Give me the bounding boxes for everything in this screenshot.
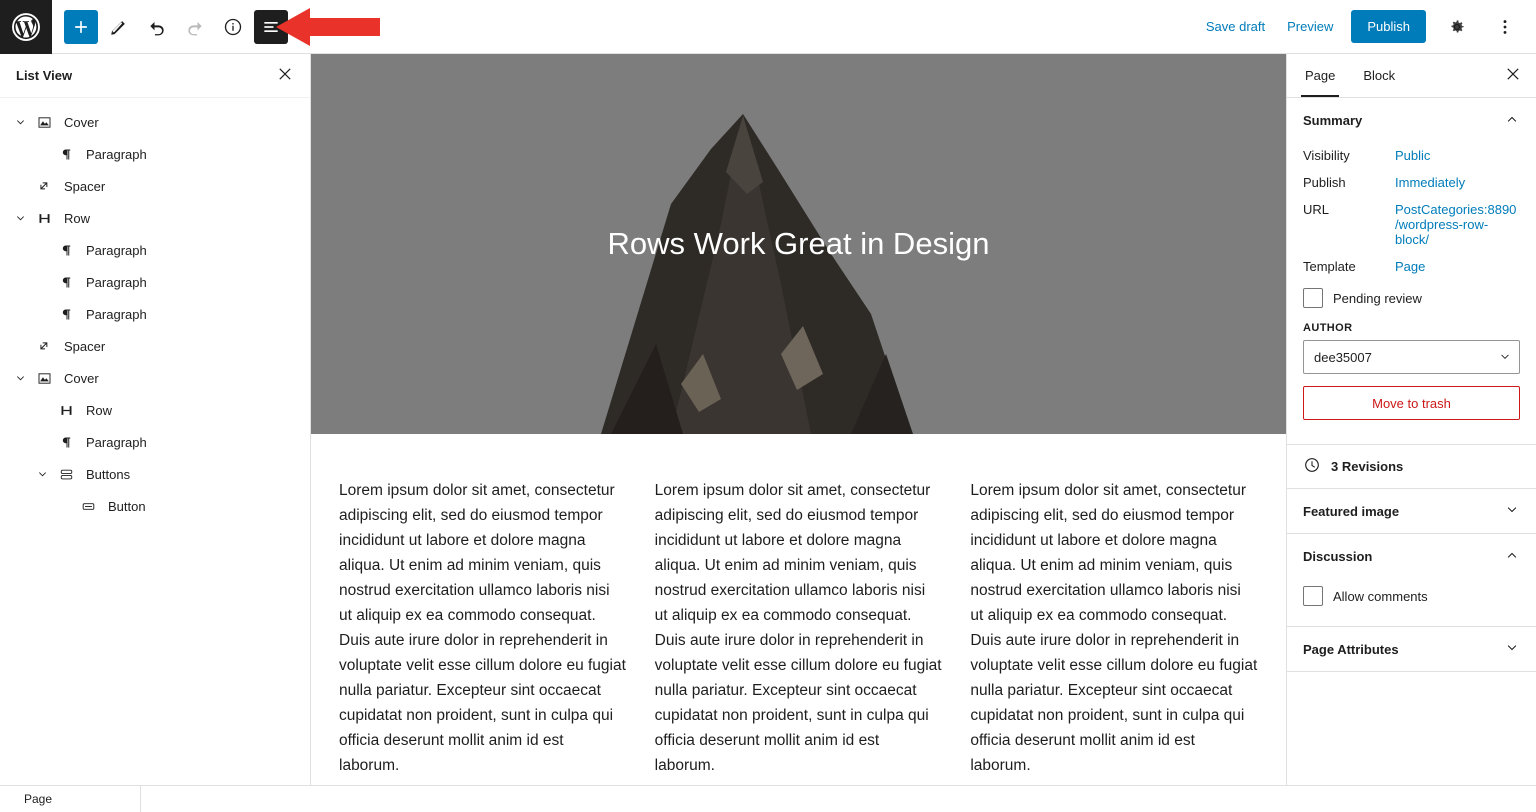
annotation-arrow-icon [276,8,380,51]
paragraph-block-icon [54,243,78,258]
list-view-item[interactable] [0,330,310,362]
paragraph-block-icon [54,435,78,450]
summary-rows [1303,142,1520,444]
chevron-down-icon[interactable] [8,372,32,385]
list-view-item[interactable] [0,170,310,202]
three-dots-vertical-icon[interactable] [1488,10,1522,44]
publish-button[interactable]: Publish [1351,10,1426,43]
summary-section-header[interactable] [1303,98,1520,142]
editor-bottom-bar [0,785,1536,811]
chevron-down-icon [1504,640,1520,659]
sidebar-tabs [1287,54,1536,98]
allow-comments-row[interactable] [1303,578,1520,616]
summary-title: Summary [1303,112,1363,128]
discussion-section [1287,534,1536,627]
list-view-block-list [0,98,310,530]
editor-top-bar [0,0,1536,54]
discussion-label: Discussion [1303,548,1373,564]
list-view-item[interactable] [0,490,310,522]
close-icon[interactable] [1494,54,1532,97]
template-row [1303,253,1520,280]
close-icon[interactable] [272,61,298,90]
discussion-rows [1303,578,1520,626]
info-circle-icon[interactable] [216,10,250,44]
row-block-icon [54,403,78,418]
list-view-item-label: Spacer [64,338,106,354]
paragraph-block-icon [54,307,78,322]
revisions-row[interactable] [1287,445,1536,489]
bottom-bar-divider [140,786,141,812]
list-view-item[interactable] [0,106,310,138]
visibility-value[interactable]: Public [1395,148,1431,163]
buttons-block-icon [54,467,78,482]
button-block-icon [76,499,100,514]
row-block-icon [32,211,56,226]
list-view-item-label: Cover [64,370,99,386]
wordpress-logo-icon[interactable] [0,0,52,54]
editor-canvas[interactable] [311,54,1286,785]
add-block-button[interactable] [64,10,98,44]
toolbar-right-actions [1202,10,1536,44]
url-label: URL [1303,202,1330,217]
summary-section [1287,98,1536,445]
preview-button[interactable]: Preview [1283,13,1337,40]
paragraph-block-icon [54,275,78,290]
author-label: AUTHOR [1303,322,1353,334]
list-view-item[interactable] [0,362,310,394]
list-view-item-label: Paragraph [86,274,147,290]
visibility-label: Visibility [1303,148,1350,163]
list-view-item-label: Buttons [86,466,131,482]
list-view-item-label: Spacer [64,178,106,194]
url-value[interactable]: PostCategories:8890/wordpress-row-block/ [1395,202,1517,247]
tab-page[interactable]: Page [1291,54,1349,97]
list-view-item-label: Button [108,498,146,514]
allow-comments-label: Allow comments [1333,588,1428,604]
list-view-item[interactable] [0,458,310,490]
row-block-columns [311,434,1286,778]
list-view-item-label: Cover [64,114,99,130]
edit-tool-button[interactable] [102,10,136,44]
chevron-down-icon[interactable] [8,116,32,129]
list-view-item[interactable] [0,394,310,426]
paragraph-block[interactable]: Lorem ipsum dolor sit amet, consectetur adipiscing elit, sed do eiusmod tempor incididunt ut labore et dolore magna aliqua. Ut enim ad minim veniam, quis nostrud exercitation ullamco laboris nisi ut aliquip ex ea commodo consequat. Duis aute irure dolor in reprehenderit in voluptate velit esse cillum dolore eu fugiat nulla pariatur. Excepteur sint occaecat cupidatat non proident, sunt in culpa qui officia deserunt mollit anim id est laborum. [970,482,1258,774]
list-view-item[interactable] [0,298,310,330]
paragraph-block[interactable]: Lorem ipsum dolor sit amet, consectetur adipiscing elit, sed do eiusmod tempor incididunt ut labore et dolore magna aliqua. Ut enim ad minim veniam, quis nostrud exercitation ullamco laboris nisi ut aliquip ex ea commodo consequat. Duis aute irure dolor in reprehenderit in voluptate velit esse cillum dolore eu fugiat nulla pariatur. Excepteur sint occaecat cupidatat non proident, sunt in culpa qui officia deserunt mollit anim id est laborum. [339,482,626,774]
list-view-item-label: Row [64,210,91,226]
list-view-title: List View [16,68,73,83]
revisions-label: 3 Revisions [1331,459,1404,474]
allow-comments-checkbox[interactable] [1303,586,1323,606]
spacer-block-icon [32,339,56,354]
list-view-item-label: Paragraph [86,146,147,162]
list-view-item[interactable] [0,202,310,234]
chevron-down-icon[interactable] [30,468,54,481]
page-attributes-header[interactable] [1303,627,1520,671]
move-to-trash-button[interactable]: Move to trash [1303,386,1520,420]
pending-review-row[interactable] [1303,280,1520,318]
chevron-down-icon [1504,502,1520,521]
template-label: Template [1303,259,1356,274]
url-row [1303,196,1520,253]
publish-row [1303,169,1520,196]
list-view-item[interactable] [0,234,310,266]
pending-review-checkbox[interactable] [1303,288,1323,308]
save-draft-button[interactable]: Save draft [1202,13,1269,40]
list-view-item-label: Paragraph [86,306,147,322]
page-attributes-label: Page Attributes [1303,641,1399,657]
list-view-item[interactable] [0,266,310,298]
list-view-item-label: Paragraph [86,242,147,258]
template-value[interactable]: Page [1395,259,1426,274]
page-attributes-section [1287,627,1536,672]
chevron-down-icon[interactable] [8,212,32,225]
breadcrumb[interactable]: Page [24,791,53,806]
list-view-item-label: Row [86,402,113,418]
author-select-wrap [1303,340,1520,374]
list-view-panel [0,54,311,785]
cover-block-icon [32,115,56,130]
list-view-header [0,54,310,98]
featured-image-header[interactable] [1303,489,1520,533]
cover-block[interactable] [311,54,1286,434]
list-view-item[interactable] [0,138,310,170]
spacer-block-icon [32,179,56,194]
tab-block[interactable]: Block [1349,54,1409,97]
paragraph-block-icon [54,147,78,162]
publish-label: Publish [1303,175,1346,190]
chevron-up-icon [1504,547,1520,566]
settings-sidebar [1286,54,1536,785]
cover-title[interactable]: Rows Work Great in Design [607,226,990,261]
featured-image-section [1287,489,1536,534]
cover-block-icon [32,371,56,386]
list-view-item-label: Paragraph [86,434,147,450]
discussion-header[interactable] [1303,534,1520,578]
featured-image-label: Featured image [1303,503,1400,519]
gear-icon[interactable] [1440,10,1474,44]
visibility-row [1303,142,1520,169]
revisions-clock-icon [1303,456,1321,477]
paragraph-block[interactable]: Lorem ipsum dolor sit amet, consectetur adipiscing elit, sed do eiusmod tempor incididunt ut labore et dolore magna aliqua. Ut enim ad minim veniam, quis nostrud exercitation ullamco laboris nisi ut aliquip ex ea commodo consequat. Duis aute irure dolor in reprehenderit in voluptate velit esse cillum dolore eu fugiat nulla pariatur. Excepteur sint occaecat cupidatat non proident, sunt in culpa qui officia deserunt mollit anim id est laborum. [654,482,942,774]
list-view-item[interactable] [0,426,310,458]
toolbar-left-tools [52,10,288,44]
author-select[interactable] [1303,340,1520,374]
chevron-up-icon [1504,111,1520,130]
undo-button[interactable] [140,10,174,44]
redo-button[interactable] [178,10,212,44]
pending-review-label: Pending review [1333,290,1422,306]
publish-value[interactable]: Immediately [1395,175,1466,190]
